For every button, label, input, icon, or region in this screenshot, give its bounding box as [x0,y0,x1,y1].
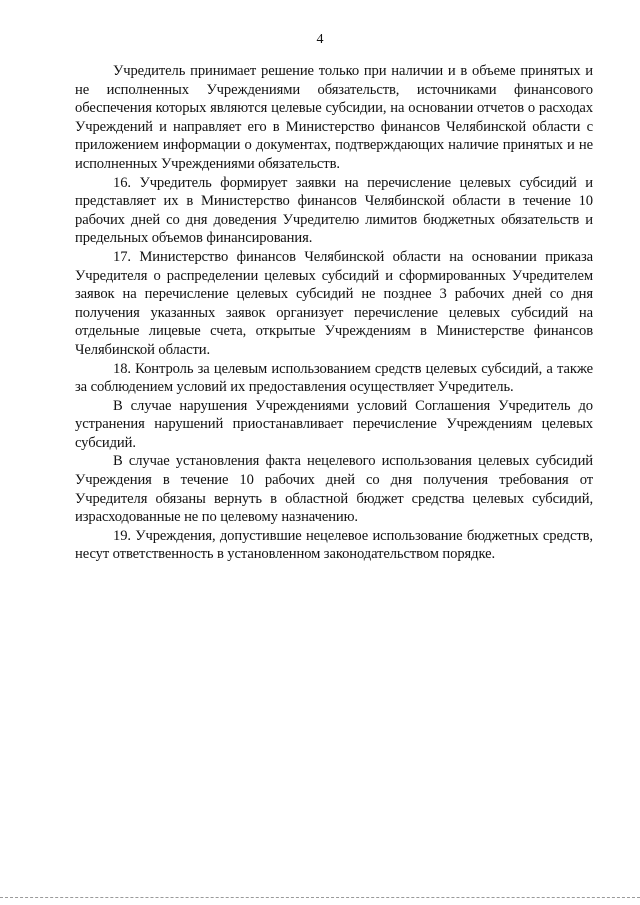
page-number: 4 [316,32,324,47]
paragraph-violation-suspension: В случае нарушения Учреждениями условий Соглашения Учредитель до устранения нарушений приостанавливает перечисление Учреждениям целевых субсидий. [75,397,593,451]
document-body [75,62,593,564]
paragraph-item-18: 18. Контроль за целевым использованием средств целевых субсидий, а также за соблюдением условий их предоставления осуществляет Учредитель. [75,360,593,396]
paragraph-item-17: 17. Министерство финансов Челябинской области на основании приказа Учредителя о распределении целевых субсидий и сформированных Учредителем заявок на перечисление целевых субсидий не позднее 3 рабочих дней со дня получения указанных заявок организует перечисление целевых субсидий на отдельные лицевые счета, открытые Учреждениям в Министерстве финансов Челябинской области. [75,248,593,358]
paragraph-decision: Учредитель принимает решение только при наличии и в объеме принятых и не исполненных Учреждениями обязательств, источниками финансового обеспечения которых являются целевые субсидии, на основании отчетов о расходах Учреждений и направляет его в Министерство финансов Челябинской области с приложением информации о документах, подтверждающих наличие принятых и не исполненных Учреждениями обязательств. [75,63,593,172]
bottom-scan-line [0,897,640,898]
paragraph-item-16: 16. Учредитель формирует заявки на перечисление целевых субсидий и представляет их в Министерство финансов Челябинской области в течение 10 рабочих дней со дня доведения Учредителю лимитов бюджетных обязательств и предельных объемов финансирования. [75,174,593,247]
paragraph-misuse-return: В случае установления факта нецелевого использования целевых субсидий Учреждения в течение 10 рабочих дней со дня получения требования от Учредителя обязаны вернуть в областной бюджет средства целевых субсидий, израсходованные не по целевому назначению. [75,453,593,526]
paragraph-item-19: 19. Учреждения, допустившие нецелевое использование бюджетных средств, несут ответственность в установленном законодательством порядке. [75,527,593,563]
